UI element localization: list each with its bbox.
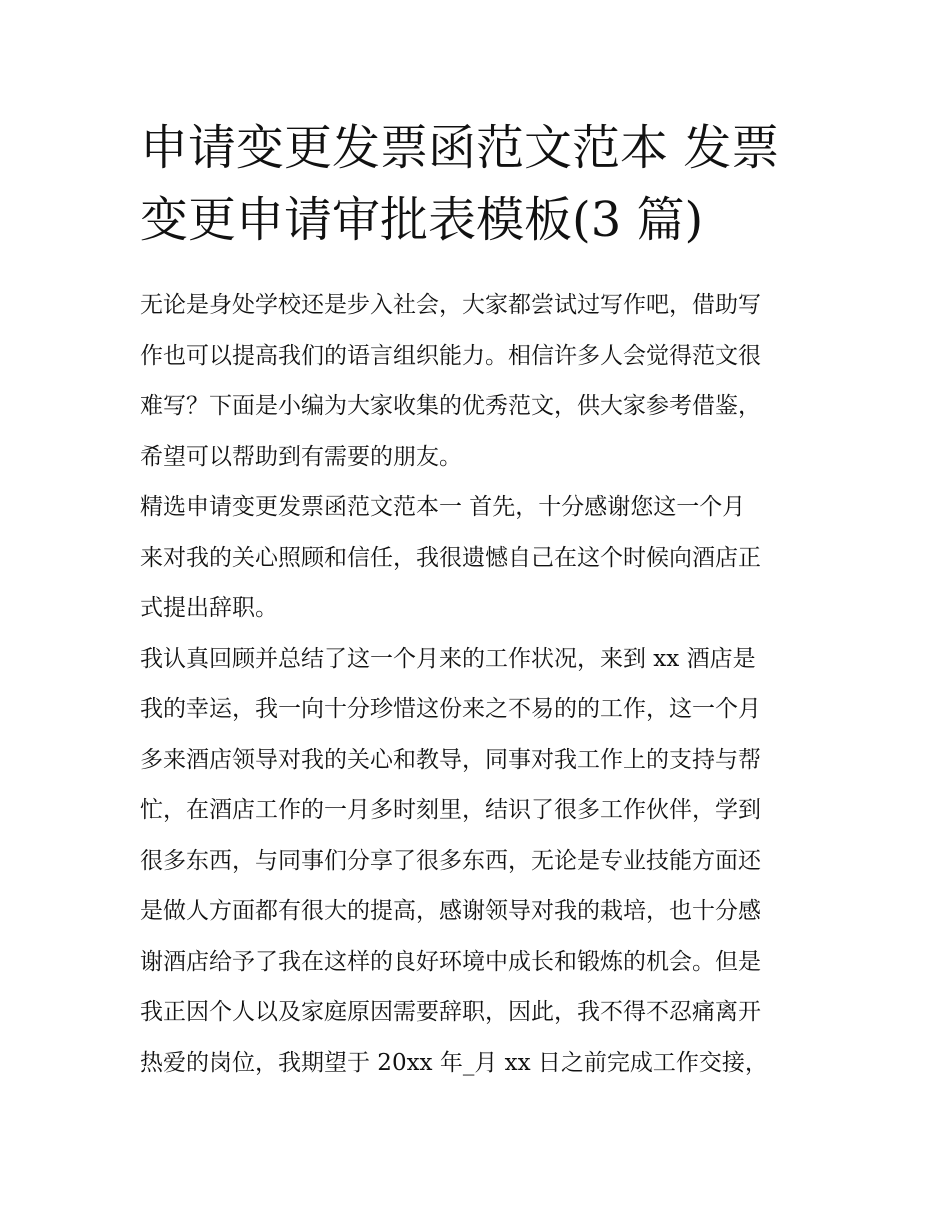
title-line: 申请变更发票函范文范本 发票 [140, 120, 780, 176]
text-line: 式提出辞职。 [140, 595, 278, 621]
text-line: 忙，在酒店工作的一月多时刻里，结识了很多工作伙伴，学到 [140, 797, 761, 823]
text-line: 谢酒店给予了我在这样的良好环境中成长和锻炼的机会。但是 [140, 948, 761, 975]
text-line: 我正因个人以及家庭原因需要辞职，因此，我不得不忍痛离开 [140, 999, 761, 1025]
text-line: 我的幸运，我一向十分珍惜这份来之不易的的工作，这一个月 [140, 696, 761, 722]
text-line: 希望可以帮助到有需要的朋友。 [140, 443, 462, 470]
text-line: 来对我的关心照顾和信任，我很遗憾自己在这个时候向酒店正 [140, 544, 761, 571]
text-line: 难写？下面是小编为大家收集的优秀范文，供大家参考借鉴， [140, 393, 761, 419]
paragraph-intro [140, 280, 830, 482]
text-line: 多来酒店领导对我的关心和教导，同事对我工作上的支持与帮 [140, 746, 761, 773]
text-line: 精选申请变更发票函范文范本一 首先，十分感谢您这一个月 [140, 494, 746, 520]
paragraph-sample-one [140, 482, 830, 634]
paragraph-review [140, 634, 830, 1089]
document-body [140, 280, 830, 1088]
text-line: 我认真回顾并总结了这一个月来的工作状况，来到 xx 酒店是 [140, 645, 756, 672]
text-line: 无论是身处学校还是步入社会，大家都尝试过写作吧，借助写 [140, 292, 761, 318]
text-line: 是做人方面都有很大的提高，感谢领导对我的栽培，也十分感 [140, 898, 761, 924]
title-line: 变更申请审批表模板(3 篇) [140, 192, 704, 248]
text-line: 作也可以提高我们的语言组织能力。相信许多人会觉得范文很 [140, 342, 761, 369]
document-title [140, 112, 820, 256]
text-line: 很多东西，与同事们分享了很多东西，无论是专业技能方面还 [140, 847, 761, 874]
text-line: 热爱的岗位，我期望于 20xx 年_月 xx 日之前完成工作交接， [140, 1049, 768, 1076]
